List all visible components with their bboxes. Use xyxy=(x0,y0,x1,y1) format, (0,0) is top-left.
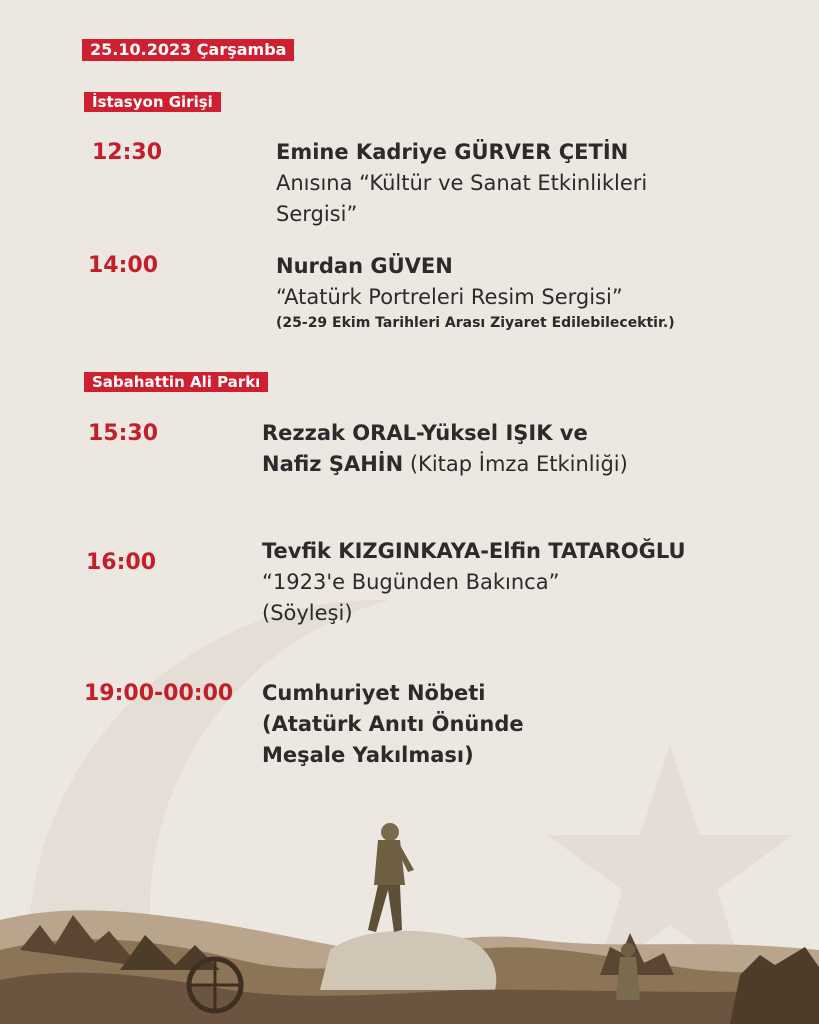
event-description: “Atatürk Portreleri Resim Sergisi” xyxy=(276,285,623,309)
section-label-istasyon: İstasyon Girişi xyxy=(84,92,221,112)
event-description: Sergisi” xyxy=(276,202,358,226)
event-title: Nurdan GÜVEN xyxy=(276,254,453,278)
event-title: Cumhuriyet Nöbeti xyxy=(262,681,486,705)
event-description: Anısına “Kültür ve Sanat Etkinlikleri xyxy=(276,171,648,195)
event-description: Meşale Yakılması) xyxy=(262,743,474,767)
event-time: 19:00-00:00 xyxy=(84,681,234,706)
event-subtitle: (Kitap İmza Etkinliği) xyxy=(403,452,628,476)
section-label-sabahattin: Sabahattin Ali Parkı xyxy=(84,372,268,392)
event-description: (Atatürk Anıtı Önünde xyxy=(262,712,524,736)
battlefield-illustration xyxy=(0,800,819,1024)
event-time: 15:30 xyxy=(88,421,159,446)
date-tag: 25.10.2023 Çarşamba xyxy=(82,39,294,61)
event-time: 16:00 xyxy=(86,550,157,575)
event-title: Tevfik KIZGINKAYA-Elfin TATAROĞLU xyxy=(262,539,686,563)
event-note: (25-29 Ekim Tarihleri Arası Ziyaret Edilebilecektir.) xyxy=(276,315,675,331)
event-title-part: Nafiz ŞAHİN xyxy=(262,452,404,476)
event-title: Emine Kadriye GÜRVER ÇETİN xyxy=(276,140,629,164)
event-title: Rezzak ORAL-Yüksel IŞIK ve xyxy=(262,421,588,445)
event-description xyxy=(262,449,628,480)
event-item xyxy=(262,678,524,771)
event-item xyxy=(276,137,647,230)
event-item xyxy=(276,251,675,333)
event-item xyxy=(262,536,686,629)
event-time: 14:00 xyxy=(88,253,159,278)
event-description: (Söyleşi) xyxy=(262,601,353,625)
event-time: 12:30 xyxy=(92,140,163,165)
event-description: “1923'e Bugünden Bakınca” xyxy=(262,570,560,594)
event-item xyxy=(262,418,628,480)
